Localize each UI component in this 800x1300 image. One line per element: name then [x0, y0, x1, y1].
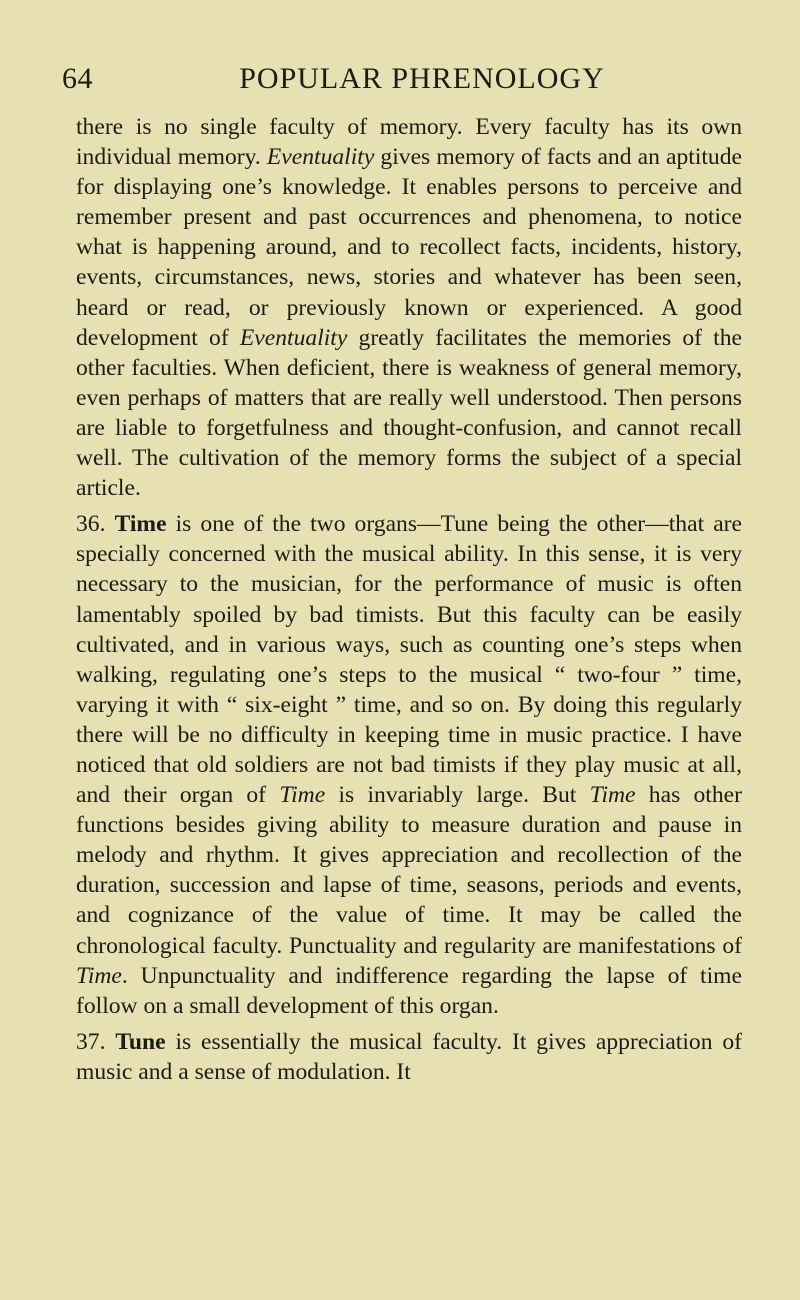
italic-term: Time	[76, 962, 122, 989]
paragraph-37-tune	[76, 1027, 742, 1087]
running-head: POPULAR PHRENOLOGY	[239, 62, 605, 95]
paragraph-36-time	[76, 509, 742, 1021]
section-term: Tune	[115, 1028, 166, 1055]
text-run: has other functions besides giving ability to measure duration and pause in melody and rhythm. It gives appreciation and recollection of the duration, succession and lapse of time, seasons, periods and events, and cognizance of the value of time. It may be called the chronological faculty. Punctuality and regularity are manifestations of	[76, 782, 742, 959]
section-number: 36.	[76, 511, 106, 538]
italic-term: Time	[279, 782, 326, 809]
text-run: there is no single faculty of memory. Every faculty has its own individual memory.	[76, 114, 742, 171]
text-run: gives memory of facts and an aptitude for displaying one’s knowledge. It enables persons to perceive and remember present and past occurrences and phenomena, to notice what is happening around, and to recollect facts, incidents, history, events, circumstances, news, stories and whatever has been seen, heard or read, or previously known or experienced. A good development of	[76, 144, 742, 351]
page-body	[76, 112, 742, 1087]
italic-term: Eventuality	[266, 144, 375, 171]
text-run: is invariably large. But	[325, 782, 590, 809]
text-run: greatly facilitates the memories of the other faculties. When deficient, there is weakness of general memory, even perhaps of matters that are really well understood. Then persons are liable to forgetfulness and thought-confusion, and cannot recall well. The cultivation of the memory forms the subject of a special article.	[76, 324, 742, 502]
italic-term: Eventuality	[239, 324, 348, 351]
text-run: is one of the two organs—Tune being the other—that are specially concerned with the musical ability. In this sense, it is very necessary to the musician, for the performance of music is often lamentably spoiled by bad timists. But this faculty can be easily cultivated, and in various ways, such as counting one’s steps when walking, regulating one’s steps to the musical “ two-four ” time, varying it with “ six-eight ” time, and so on. By doing this regularly there will be no difficulty in keeping time in music practice. I have noticed that old soldiers are not bad timists if they play music at all, and their organ of	[76, 511, 742, 809]
section-number: 37.	[76, 1028, 106, 1055]
section-term: Time	[114, 511, 167, 538]
page-number: 64	[62, 62, 93, 95]
italic-term: Time	[589, 782, 636, 809]
text-run: . Unpunctuality and indifference regarding the lapse of time follow on a small development of this organ.	[76, 962, 742, 1019]
text-run: is essentially the musical faculty. It gives appreciation of music and a sense of modulation. It	[76, 1028, 742, 1085]
page-header	[62, 62, 752, 102]
paragraph-eventuality-continued	[76, 112, 742, 503]
